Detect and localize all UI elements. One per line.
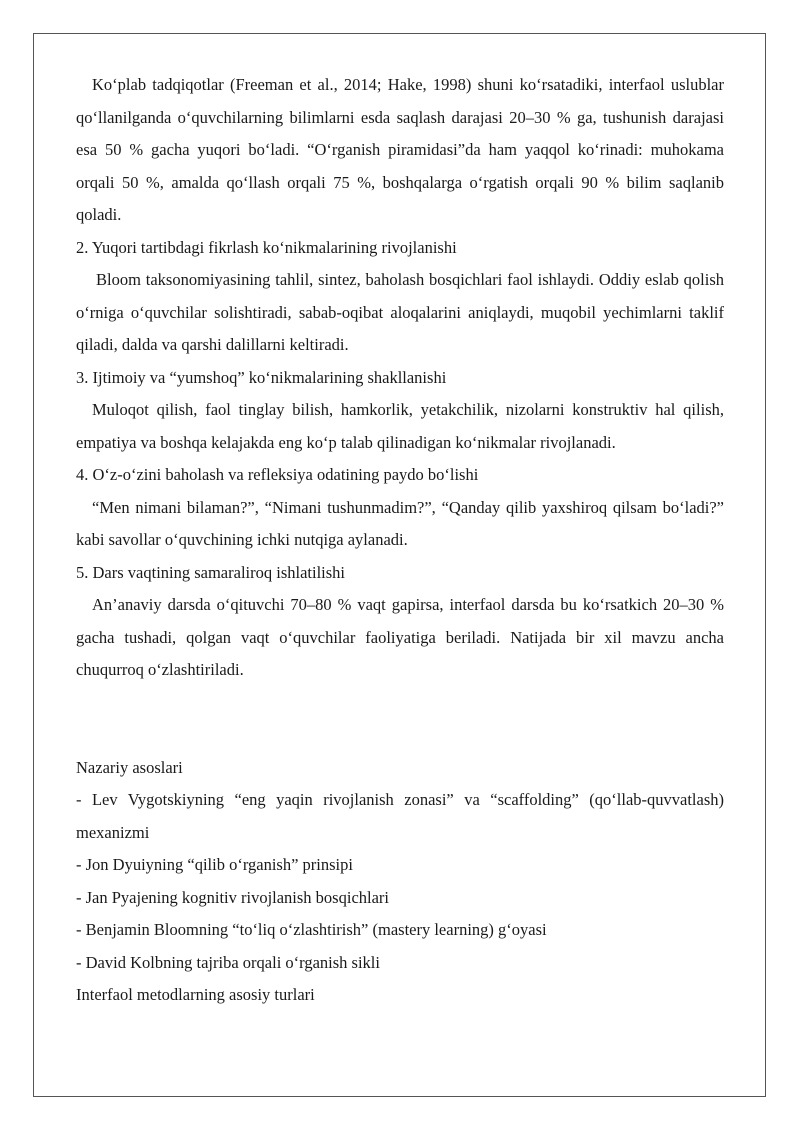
section-heading-3: 3. Ijtimoiy va “yumshoq” ko‘nikmalarining shakllanishi (76, 367, 447, 387)
section-heading-2: 2. Yuqori tartibdagi fikrlash ko‘nikmalarining rivojlanishi (76, 237, 457, 257)
list-item: - Jon Dyuiyning “qilib o‘rganish” prinsipi (76, 855, 353, 874)
list-item: - David Kolbning tajriba orqali o‘rganish sikli (76, 952, 380, 972)
section-heading-5: 5. Dars vaqtining samaraliroq ishlatilishi (76, 562, 345, 582)
document-body (76, 69, 724, 1012)
theory-list (76, 784, 724, 979)
section-body-5: An’anaviy darsda o‘qituvchi 70–80 % vaqt gapirsa, interfaol darsda bu ko‘rsatkich 20–30 % gacha tushadi, qolgan vaqt o‘quvchilar faoliyatiga beriladi. Natijada bir xil mavzu ancha chuqurroq o‘zlashtiriladi. (76, 595, 724, 679)
list-item: - Benjamin Bloomning “to‘liq o‘zlashtirish” (mastery learning) g‘oyasi (76, 920, 547, 939)
theory-heading: Nazariy asoslari (76, 757, 183, 777)
section-body-3: Muloqot qilish, faol tinglay bilish, hamkorlik, yetakchilik, nizolarni konstruktiv hal qilish, empatiya va boshqa kelajakda eng ko‘p talab qilinadigan ko‘nikmalar rivojlanadi. (76, 400, 724, 452)
section-heading-4: 4. O‘z-o‘zini baholash va refleksiya odatining paydo bo‘lishi (76, 465, 479, 484)
list-item: - Lev Vygotskiyning “eng yaqin rivojlanish zonasi” va “scaffolding” (qo‘llab-quvvatlash) mexanizmi (76, 790, 724, 842)
list-item: - Jan Pyajening kognitiv rivojlanish bosqichlari (76, 887, 390, 907)
blank-space (76, 687, 724, 752)
intro-paragraph: Ko‘plab tadqiqotlar (Freeman et al., 2014; Hake, 1998) shuni ko‘rsatadiki, interfaol uslublar qo‘llanilganda o‘quvchilarning bilimlarni esda saqlash darajasi 20–30 % ga, tushunish darajasi esa 50 % gacha yuqori bo‘ladi. “O‘rganish piramidasi”da ham yaqqol ko‘rinadi: muhokama orqali 50 %, amalda qo‘llash orqali 75 %, boshqalarga o‘rgatish orqali 90 % bilim saqlanib qoladi. (76, 75, 724, 224)
section-body-2: Bloom taksonomiyasining tahlil, sintez, baholash bosqichlari faol ishlaydi. Oddiy eslab qolish o‘rniga o‘quvchilar solishtiradi, sabab-oqibat aloqalarini aniqlaydi, muqobil yechimlarni taklif qiladi, dalda va qarshi dalillarni keltiradi. (76, 270, 724, 354)
methods-heading: Interfaol metodlarning asosiy turlari (76, 985, 315, 1004)
section-body-4: “Men nimani bilaman?”, “Nimani tushunmadim?”, “Qanday qilib yaxshiroq qilsam bo‘ladi?” kabi savollar o‘quvchining ichki nutqiga aylanadi. (76, 497, 724, 549)
